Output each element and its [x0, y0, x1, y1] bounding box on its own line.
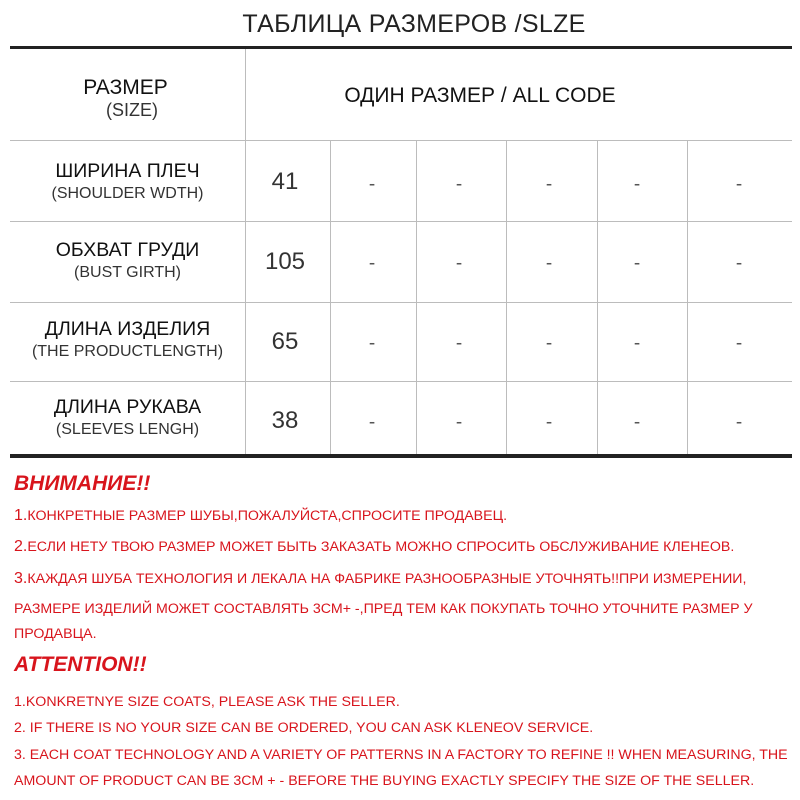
table-cell-empty: - [633, 333, 641, 354]
notice-item-continuation: AMOUNT OF PRODUCT CAN BE 3CM + - BEFORE THE BUYING EXACTLY SPECIFY THE SIZE OF THE SELLER. [14, 773, 755, 789]
row-label-sub: (BUST GIRTH) [74, 264, 181, 281]
notice-item-text: КОНКРЕТНЫЕ РАЗМЕР ШУБЫ,ПОЖАЛУЙСТА,СПРОСИТЕ ПРОДАВЕЦ. [27, 508, 508, 524]
table-cell-empty: - [735, 412, 743, 433]
notice-item-text: ЕСЛИ НЕТУ ТВОЮ РАЗМЕР МОЖЕТ БЫТЬ ЗАКАЗАТЬ МОЖНО СПРОСИТЬ ОБСЛУЖИВАНИЕ КЛЕНЕОВ. [27, 539, 735, 555]
row-divider [10, 140, 792, 141]
table-cell-empty: - [735, 253, 743, 274]
table-cell-empty: - [368, 333, 376, 354]
table-cell-value: 65 [271, 328, 299, 355]
notice-heading-en: ATTENTION!! [14, 653, 147, 676]
table-cell-empty: - [455, 253, 463, 274]
table-cell-value: 38 [271, 407, 299, 434]
notice-item-continuation: РАЗМЕРЕ ИЗДЕЛИЙ МОЖЕТ СОСТАВЛЯТЬ 3СМ+ -,ПРЕД ТЕМ КАК ПОКУПАТЬ ТОЧНО УТОЧНИТЕ РАЗМЕР У [14, 601, 753, 617]
table-cell-value: 105 [264, 248, 306, 275]
notice-item-number: 3. [14, 570, 28, 587]
table-cell-empty: - [735, 333, 743, 354]
table-cell-empty: - [545, 412, 553, 433]
notice-item-number: 1. [14, 507, 28, 524]
column-divider [330, 141, 331, 454]
row-divider [10, 302, 792, 303]
table-row-label [10, 160, 245, 203]
notice-item: 3. EACH COAT TECHNOLOGY AND A VARIETY OF PATTERNS IN A FACTORY TO REFINE !! WHEN MEASURING, THE [14, 747, 788, 763]
table-cell-empty: - [633, 174, 641, 195]
column-divider [506, 141, 507, 454]
table-cell-empty: - [455, 412, 463, 433]
row-label-sub: (THE PRODUCTLENGTH) [31, 343, 224, 360]
table-cell-empty: - [735, 174, 743, 195]
header-label-sub: (SIZE) [106, 100, 158, 120]
column-divider [687, 141, 688, 454]
page-title: ТАБЛИЦА РАЗМЕРОВ /SLZE [242, 10, 586, 38]
row-label-main: ОБХВАТ ГРУДИ [55, 239, 200, 261]
table-bottom-rule [10, 454, 792, 458]
table-row-label [10, 318, 245, 361]
table-cell-empty: - [545, 174, 553, 195]
notice-item: 1.KONKRETNYE SIZE COATS, PLEASE ASK THE SELLER. [14, 694, 400, 710]
row-divider [10, 381, 792, 382]
row-label-main: ДЛИНА ИЗДЕЛИЯ [44, 318, 211, 340]
header-label: РАЗМЕР [83, 76, 168, 99]
row-label-sub: (SLEEVES LENGH) [55, 421, 200, 438]
row-divider [10, 221, 792, 222]
notice-item-text: КАЖДАЯ ШУБА ТЕХНОЛОГИЯ И ЛЕКАЛА НА ФАБРИКЕ РАЗНООБРАЗНЫЕ УТОЧНЯТЬ!!ПРИ ИЗМЕРЕНИИ, [27, 571, 747, 587]
table-row-label [10, 396, 245, 439]
table-cell-value: 41 [271, 168, 299, 195]
notice-item-number: 2. [14, 538, 28, 555]
column-divider [597, 141, 598, 454]
notice-item-continuation: ПРОДАВЦА. [14, 626, 97, 642]
notice-item: 2. IF THERE IS NO YOUR SIZE CAN BE ORDERED, YOU CAN ASK KLENEOV SERVICE. [14, 720, 594, 736]
table-cell-empty: - [455, 333, 463, 354]
table-cell-empty: - [545, 333, 553, 354]
table-top-rule [10, 46, 792, 49]
table-cell-empty: - [368, 174, 376, 195]
row-label-main: ШИРИНА ПЛЕЧ [55, 160, 200, 182]
table-cell-empty: - [633, 412, 641, 433]
notice-item [14, 570, 746, 588]
notice-item [14, 507, 507, 525]
table-cell-empty: - [368, 412, 376, 433]
column-divider [416, 141, 417, 454]
header-label-cell [10, 76, 245, 121]
table-cell-empty: - [545, 253, 553, 274]
table-cell-empty: - [455, 174, 463, 195]
notice-item [14, 538, 734, 556]
table-cell-empty: - [633, 253, 641, 274]
size-name: ОДИН РАЗМЕР / ALL CODE [344, 84, 616, 107]
notice-heading-ru: ВНИМАНИЕ!! [14, 472, 151, 495]
table-row-label [10, 239, 245, 282]
row-label-sub: (SHOULDER WDTH) [51, 185, 204, 202]
row-label-main: ДЛИНА РУКАВА [53, 396, 202, 418]
table-cell-empty: - [368, 253, 376, 274]
